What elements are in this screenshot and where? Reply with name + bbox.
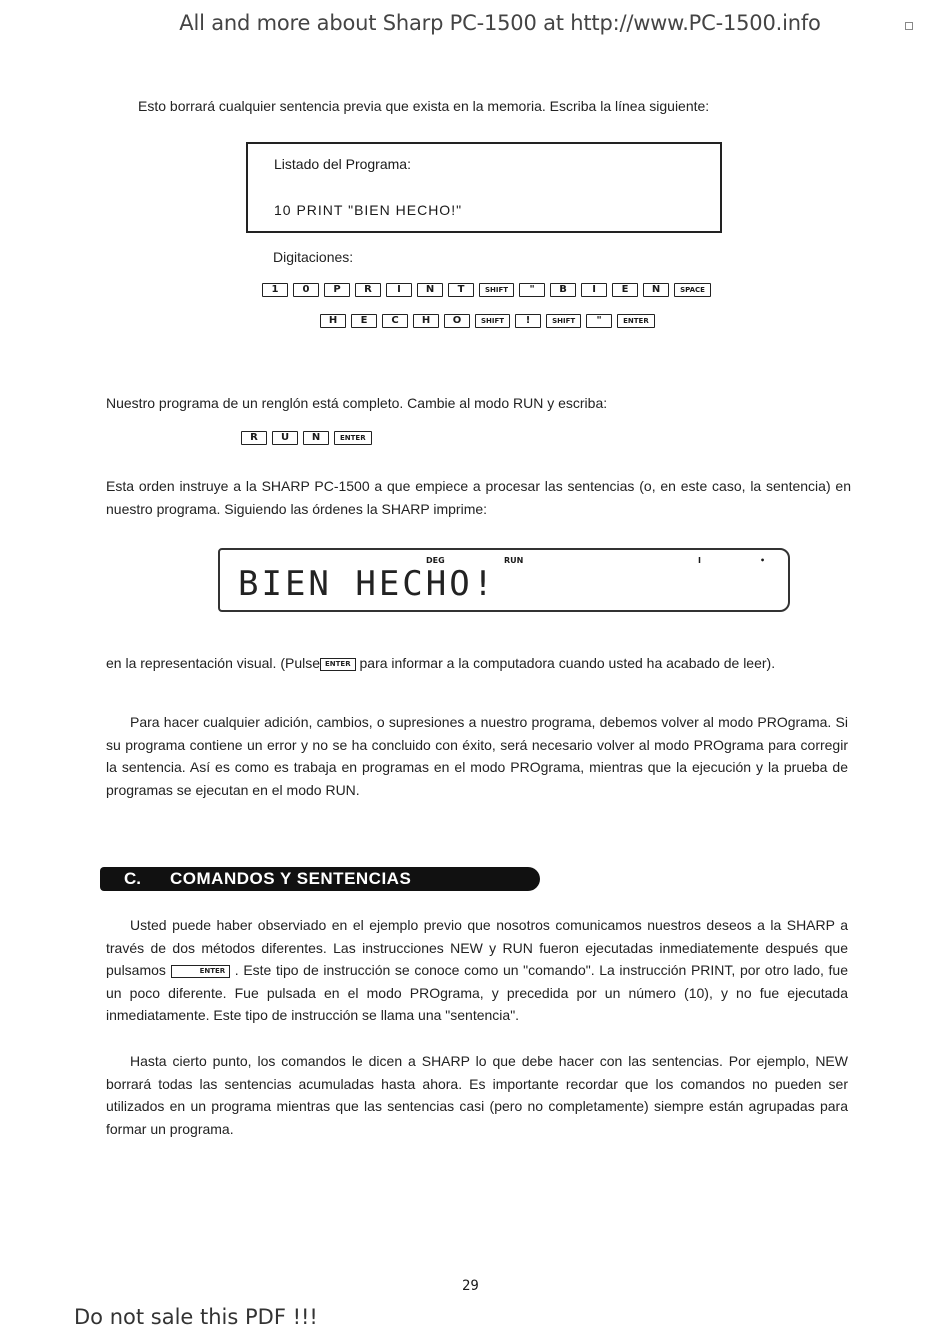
key-char: P bbox=[324, 283, 350, 297]
display-paragraph bbox=[106, 652, 851, 675]
lcd-indicator-run: RUN bbox=[504, 556, 524, 565]
intro-paragraph: Esto borrará cualquier sentencia previa que exista en la memoria. Escriba la línea siguiente: bbox=[138, 98, 710, 114]
key-char: H bbox=[320, 314, 346, 328]
listing-code: 10 PRINT "BIEN HECHO!" bbox=[274, 202, 463, 218]
lcd-indicator-deg: DEG bbox=[426, 556, 445, 565]
key-char: ! bbox=[515, 314, 541, 328]
key-shift: SHIFT bbox=[475, 314, 510, 328]
lcd-display bbox=[218, 548, 790, 612]
key-char: R bbox=[241, 431, 267, 445]
key-char: " bbox=[519, 283, 545, 297]
enter-key: ENTER bbox=[320, 658, 356, 671]
lcd-indicator-i: I bbox=[698, 556, 701, 565]
page-number: 29 bbox=[462, 1278, 479, 1294]
key-char: I bbox=[386, 283, 412, 297]
key-char: E bbox=[612, 283, 638, 297]
key-char: B bbox=[550, 283, 576, 297]
key-char: R bbox=[355, 283, 381, 297]
key-char: N bbox=[303, 431, 329, 445]
key-shift: SHIFT bbox=[546, 314, 581, 328]
display-paragraph-after: para informar a la computadora cuando usted ha acabado de leer). bbox=[359, 655, 776, 671]
commands-paragraph-before: Usted puede haber observiado en el ejemplo previo que nosotros comunicamos nuestros deseos a la SHARP a través de dos métodos diferentes. Las instrucciones NEW y RUN fueron ejecutadas inmediatemente después que pulsamos bbox=[106, 917, 848, 978]
program-mode-paragraph: Para hacer cualquier adición, cambios, o supresiones a nuestro programa, debemos volver al modo PROgrama. Si su programa contiene un error y no se ha concluido con éxito, será necesario volver al modo PROgrama para corregir la sentencia. Así es como es trabaja en programas en el modo PROgrama, mientras que la ejecución y la prueba de programas se ejecutan en el modo RUN. bbox=[106, 714, 848, 798]
key-shift: SHIFT bbox=[479, 283, 514, 297]
keystroke-row-2 bbox=[320, 314, 655, 328]
key-char: E bbox=[351, 314, 377, 328]
display-paragraph-before: en la representación visual. (Pulse bbox=[106, 655, 321, 671]
keystrokes-label: Digitaciones: bbox=[273, 249, 354, 265]
key-char: I bbox=[581, 283, 607, 297]
section-title: COMANDOS Y SENTENCIAS bbox=[170, 869, 412, 888]
key-char: U bbox=[272, 431, 298, 445]
section-letter: C. bbox=[124, 869, 141, 888]
key-char: N bbox=[643, 283, 669, 297]
key-char: C bbox=[382, 314, 408, 328]
listing-title: Listado del Programa: bbox=[274, 156, 411, 172]
key-char: H bbox=[413, 314, 439, 328]
execution-paragraph: Esta orden instruye a la SHARP PC-1500 a que empiece a procesar las sentencias (o, en este caso, la sentencia) en nuestro programa. Siguiendo las órdenes la SHARP imprime: bbox=[106, 478, 851, 517]
key-char: N bbox=[417, 283, 443, 297]
lcd-text: BIEN HECHO! bbox=[238, 564, 497, 604]
keystroke-row-1 bbox=[262, 283, 711, 297]
enter-key-inline: ENTER bbox=[171, 965, 231, 978]
key-char: T bbox=[448, 283, 474, 297]
key-char: " bbox=[586, 314, 612, 328]
key-char: 1 bbox=[262, 283, 288, 297]
key-enter: ENTER bbox=[334, 431, 372, 445]
keystroke-row-3 bbox=[241, 431, 372, 445]
commands-paragraph bbox=[106, 914, 848, 1027]
key-space: SPACE bbox=[674, 283, 711, 297]
corner-mark bbox=[905, 22, 913, 30]
key-char: O bbox=[444, 314, 470, 328]
section-heading bbox=[100, 867, 540, 891]
key-char: 0 bbox=[293, 283, 319, 297]
run-paragraph: Nuestro programa de un renglón está completo. Cambie al modo RUN y escriba: bbox=[106, 395, 608, 411]
commands-paragraph-after: . Este tipo de instrucción se conoce como un "comando". La instrucción PRINT, por otro lado, fue un poco diferente. Fue pulsada en el modo PROgrama, y precedida por un número (10), y no fue ejecutada inmediatamente. Este tipo de instrucción se llama una "sentencia". bbox=[106, 962, 849, 1023]
lcd-indicator-dot: • bbox=[760, 556, 766, 565]
program-listing-box bbox=[246, 142, 722, 233]
site-header: All and more about Sharp PC-1500 at http://www.PC-1500.info bbox=[179, 11, 821, 35]
key-enter: ENTER bbox=[617, 314, 655, 328]
footer-notice: Do not sale this PDF !!! bbox=[74, 1305, 318, 1329]
statements-paragraph: Hasta cierto punto, los comandos le dicen a SHARP lo que debe hacer con las sentencias. Por ejemplo, NEW borrará todas las sentencias acumuladas hasta ahora. Es importante recordar que los comandos no pueden ser utilizados en un programa mientras que las sentencias casi (pero no completamente) siempre están agrupadas para formar un programa. bbox=[106, 1053, 848, 1137]
